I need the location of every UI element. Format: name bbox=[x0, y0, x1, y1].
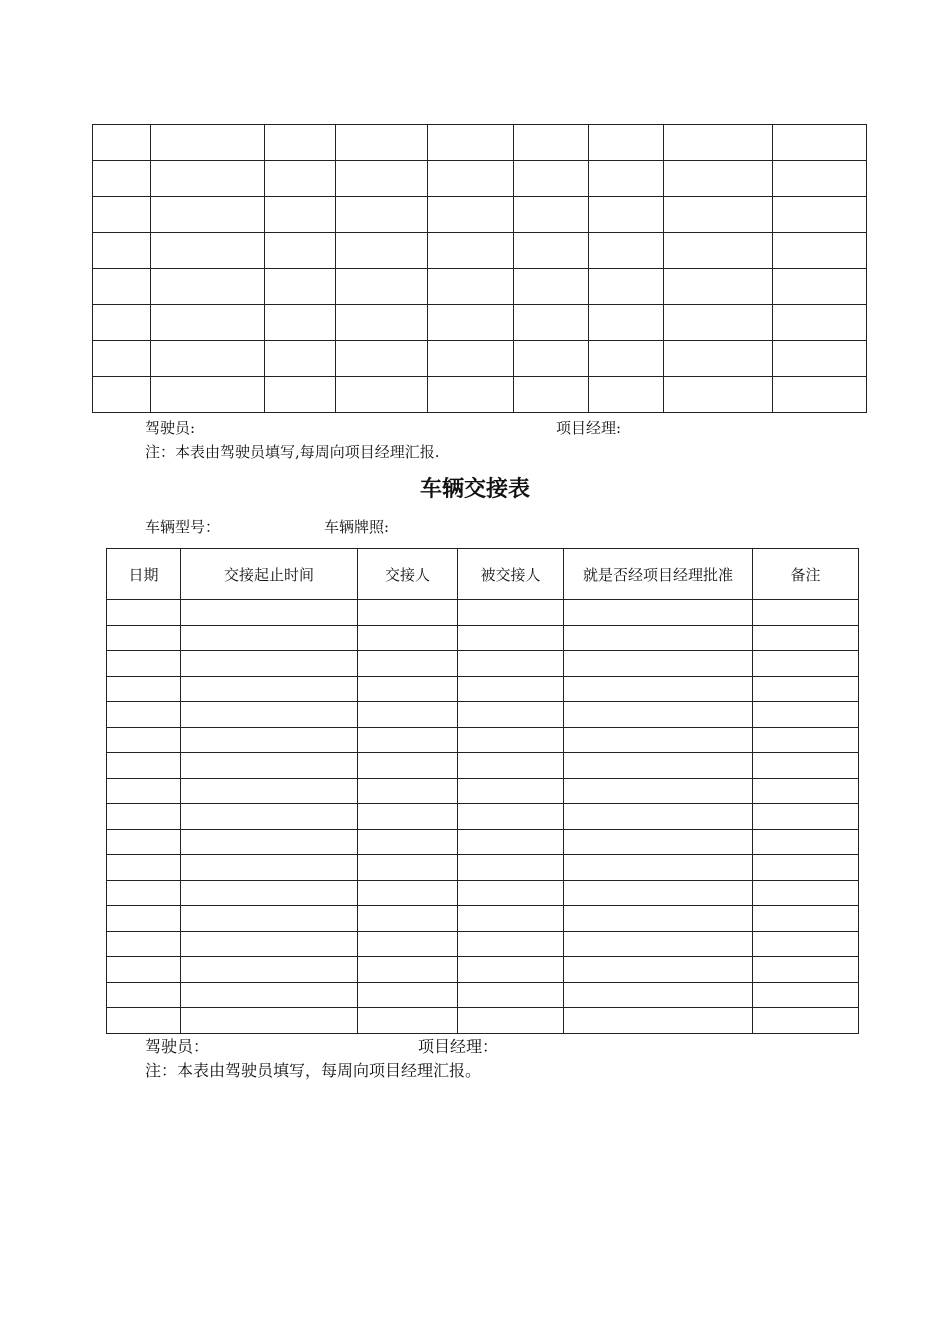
blank-cell bbox=[589, 125, 664, 161]
blank-cell bbox=[458, 600, 564, 626]
blank-cell bbox=[181, 957, 358, 983]
blank-cell bbox=[753, 625, 859, 651]
blank-cell bbox=[458, 702, 564, 728]
blank-cell bbox=[753, 957, 859, 983]
blank-cell bbox=[358, 855, 458, 881]
blank-row bbox=[107, 982, 859, 1008]
blank-cell bbox=[589, 269, 664, 305]
blank-row bbox=[107, 880, 859, 906]
blank-row bbox=[93, 125, 867, 161]
blank-cell bbox=[107, 778, 181, 804]
blank-cell bbox=[93, 161, 151, 197]
blank-row bbox=[107, 804, 859, 830]
blank-cell bbox=[181, 880, 358, 906]
blank-cell bbox=[181, 855, 358, 881]
column-header-manager-approval: 就是否经项目经理批准 bbox=[564, 549, 753, 600]
blank-cell bbox=[107, 829, 181, 855]
blank-cell bbox=[753, 855, 859, 881]
blank-cell bbox=[564, 651, 753, 677]
blank-cell bbox=[181, 651, 358, 677]
blank-cell bbox=[93, 377, 151, 413]
blank-cell bbox=[589, 377, 664, 413]
blank-cell bbox=[358, 600, 458, 626]
blank-cell bbox=[107, 880, 181, 906]
blank-cell bbox=[107, 906, 181, 932]
blank-cell bbox=[336, 197, 428, 233]
blank-cell bbox=[151, 377, 265, 413]
blank-cell bbox=[358, 906, 458, 932]
blank-cell bbox=[181, 906, 358, 932]
blank-cell bbox=[265, 197, 336, 233]
blank-cell bbox=[458, 753, 564, 779]
blank-row bbox=[93, 305, 867, 341]
blank-cell bbox=[773, 269, 867, 305]
blank-cell bbox=[564, 778, 753, 804]
top-driver-label: 驾驶员: bbox=[145, 419, 196, 437]
blank-cell bbox=[773, 161, 867, 197]
blank-cell bbox=[265, 233, 336, 269]
blank-cell bbox=[181, 931, 358, 957]
blank-cell bbox=[181, 676, 358, 702]
blank-row bbox=[93, 233, 867, 269]
blank-cell bbox=[265, 125, 336, 161]
blank-cell bbox=[358, 957, 458, 983]
blank-row bbox=[107, 727, 859, 753]
blank-cell bbox=[107, 676, 181, 702]
blank-cell bbox=[664, 305, 773, 341]
blank-cell bbox=[428, 341, 514, 377]
blank-cell bbox=[358, 651, 458, 677]
blank-cell bbox=[753, 931, 859, 957]
blank-cell bbox=[514, 197, 589, 233]
blank-cell bbox=[664, 233, 773, 269]
top-manager-label: 项目经理: bbox=[556, 419, 622, 437]
blank-cell bbox=[773, 197, 867, 233]
blank-cell bbox=[664, 377, 773, 413]
blank-cell bbox=[589, 161, 664, 197]
blank-cell bbox=[428, 377, 514, 413]
blank-cell bbox=[458, 931, 564, 957]
blank-row bbox=[107, 702, 859, 728]
blank-cell bbox=[753, 651, 859, 677]
blank-cell bbox=[589, 341, 664, 377]
blank-cell bbox=[93, 305, 151, 341]
blank-cell bbox=[564, 931, 753, 957]
blank-cell bbox=[358, 778, 458, 804]
blank-cell bbox=[458, 778, 564, 804]
blank-row bbox=[107, 1008, 859, 1034]
blank-cell bbox=[564, 829, 753, 855]
blank-cell bbox=[773, 125, 867, 161]
blank-cell bbox=[564, 957, 753, 983]
handover-table bbox=[106, 548, 859, 1034]
blank-cell bbox=[93, 269, 151, 305]
blank-cell bbox=[181, 829, 358, 855]
blank-cell bbox=[458, 651, 564, 677]
blank-row bbox=[93, 161, 867, 197]
blank-cell bbox=[664, 125, 773, 161]
blank-row bbox=[107, 778, 859, 804]
blank-cell bbox=[514, 269, 589, 305]
blank-cell bbox=[336, 233, 428, 269]
blank-cell bbox=[358, 625, 458, 651]
blank-cell bbox=[107, 982, 181, 1008]
blank-cell bbox=[514, 377, 589, 413]
top-note: 注：本表由驾驶员填写,每周向项目经理汇报. bbox=[145, 443, 440, 461]
blank-cell bbox=[564, 676, 753, 702]
blank-cell bbox=[265, 305, 336, 341]
blank-cell bbox=[458, 855, 564, 881]
blank-cell bbox=[428, 305, 514, 341]
blank-cell bbox=[181, 804, 358, 830]
blank-cell bbox=[458, 1008, 564, 1034]
blank-cell bbox=[336, 161, 428, 197]
blank-cell bbox=[458, 982, 564, 1008]
blank-cell bbox=[514, 341, 589, 377]
bottom-note: 注：本表由驾驶员填写，每周向项目经理汇报。 bbox=[145, 1061, 482, 1080]
top-blank-table bbox=[92, 124, 867, 413]
blank-row bbox=[93, 341, 867, 377]
blank-cell bbox=[753, 600, 859, 626]
blank-cell bbox=[564, 727, 753, 753]
blank-cell bbox=[181, 702, 358, 728]
blank-cell bbox=[458, 727, 564, 753]
column-header-date: 日期 bbox=[107, 549, 181, 600]
blank-cell bbox=[107, 651, 181, 677]
blank-cell bbox=[93, 125, 151, 161]
blank-cell bbox=[458, 625, 564, 651]
blank-row bbox=[107, 651, 859, 677]
blank-cell bbox=[753, 676, 859, 702]
blank-cell bbox=[753, 880, 859, 906]
blank-cell bbox=[753, 1008, 859, 1034]
blank-cell bbox=[181, 1008, 358, 1034]
blank-cell bbox=[773, 305, 867, 341]
handover-table-header-row bbox=[107, 549, 859, 600]
blank-cell bbox=[564, 600, 753, 626]
blank-cell bbox=[564, 855, 753, 881]
blank-cell bbox=[265, 341, 336, 377]
bottom-manager-label: 项目经理： bbox=[418, 1037, 499, 1056]
blank-cell bbox=[181, 727, 358, 753]
column-header-remarks: 备注 bbox=[753, 549, 859, 600]
blank-cell bbox=[265, 269, 336, 305]
blank-cell bbox=[514, 125, 589, 161]
blank-cell bbox=[773, 233, 867, 269]
blank-cell bbox=[336, 269, 428, 305]
blank-cell bbox=[358, 702, 458, 728]
blank-cell bbox=[753, 804, 859, 830]
blank-row bbox=[107, 855, 859, 881]
blank-cell bbox=[753, 906, 859, 932]
blank-cell bbox=[358, 880, 458, 906]
blank-row bbox=[107, 906, 859, 932]
blank-row bbox=[107, 625, 859, 651]
blank-cell bbox=[93, 341, 151, 377]
blank-cell bbox=[428, 197, 514, 233]
blank-cell bbox=[358, 804, 458, 830]
blank-cell bbox=[458, 880, 564, 906]
blank-cell bbox=[181, 625, 358, 651]
blank-cell bbox=[458, 804, 564, 830]
blank-cell bbox=[753, 778, 859, 804]
blank-cell bbox=[753, 829, 859, 855]
blank-cell bbox=[265, 377, 336, 413]
blank-cell bbox=[181, 982, 358, 1008]
blank-cell bbox=[428, 269, 514, 305]
blank-cell bbox=[753, 982, 859, 1008]
blank-row bbox=[107, 829, 859, 855]
blank-cell bbox=[564, 804, 753, 830]
blank-cell bbox=[107, 1008, 181, 1034]
blank-cell bbox=[564, 702, 753, 728]
blank-cell bbox=[151, 161, 265, 197]
blank-cell bbox=[458, 829, 564, 855]
blank-cell bbox=[358, 1008, 458, 1034]
blank-cell bbox=[181, 778, 358, 804]
blank-cell bbox=[358, 982, 458, 1008]
blank-cell bbox=[107, 625, 181, 651]
blank-cell bbox=[181, 600, 358, 626]
blank-cell bbox=[753, 727, 859, 753]
blank-cell bbox=[107, 753, 181, 779]
blank-cell bbox=[564, 982, 753, 1008]
vehicle-model-label: 车辆型号： bbox=[145, 518, 221, 536]
blank-cell bbox=[514, 161, 589, 197]
blank-cell bbox=[265, 161, 336, 197]
blank-cell bbox=[358, 676, 458, 702]
column-header-receiver: 被交接人 bbox=[458, 549, 564, 600]
blank-row bbox=[107, 600, 859, 626]
blank-cell bbox=[664, 269, 773, 305]
blank-cell bbox=[589, 233, 664, 269]
blank-cell bbox=[358, 829, 458, 855]
blank-cell bbox=[564, 625, 753, 651]
blank-cell bbox=[664, 161, 773, 197]
blank-row bbox=[107, 753, 859, 779]
blank-cell bbox=[589, 305, 664, 341]
blank-cell bbox=[564, 753, 753, 779]
blank-cell bbox=[564, 880, 753, 906]
bottom-driver-label: 驾驶员： bbox=[145, 1037, 210, 1056]
blank-cell bbox=[93, 233, 151, 269]
form-title: 车辆交接表 bbox=[419, 477, 530, 502]
blank-cell bbox=[151, 305, 265, 341]
blank-cell bbox=[358, 931, 458, 957]
vehicle-plate-label: 车辆牌照: bbox=[324, 518, 390, 536]
blank-row bbox=[93, 269, 867, 305]
blank-cell bbox=[773, 341, 867, 377]
blank-cell bbox=[151, 197, 265, 233]
blank-cell bbox=[753, 753, 859, 779]
blank-cell bbox=[151, 233, 265, 269]
column-header-handover-time: 交接起止时间 bbox=[181, 549, 358, 600]
blank-cell bbox=[564, 1008, 753, 1034]
blank-cell bbox=[458, 906, 564, 932]
blank-cell bbox=[107, 702, 181, 728]
blank-cell bbox=[151, 269, 265, 305]
blank-cell bbox=[151, 341, 265, 377]
blank-cell bbox=[93, 197, 151, 233]
blank-row bbox=[107, 931, 859, 957]
column-header-handover-person: 交接人 bbox=[358, 549, 458, 600]
blank-cell bbox=[336, 377, 428, 413]
blank-cell bbox=[458, 957, 564, 983]
blank-cell bbox=[358, 753, 458, 779]
blank-row bbox=[107, 676, 859, 702]
blank-cell bbox=[336, 125, 428, 161]
blank-cell bbox=[773, 377, 867, 413]
blank-cell bbox=[428, 125, 514, 161]
blank-cell bbox=[514, 233, 589, 269]
blank-cell bbox=[107, 931, 181, 957]
blank-cell bbox=[336, 341, 428, 377]
blank-row bbox=[107, 957, 859, 983]
blank-cell bbox=[514, 305, 589, 341]
blank-cell bbox=[664, 197, 773, 233]
blank-row bbox=[93, 197, 867, 233]
blank-cell bbox=[181, 753, 358, 779]
blank-cell bbox=[664, 341, 773, 377]
blank-cell bbox=[358, 727, 458, 753]
blank-cell bbox=[107, 600, 181, 626]
blank-cell bbox=[428, 233, 514, 269]
blank-cell bbox=[107, 957, 181, 983]
blank-cell bbox=[589, 197, 664, 233]
blank-cell bbox=[107, 855, 181, 881]
blank-cell bbox=[753, 702, 859, 728]
blank-cell bbox=[151, 125, 265, 161]
blank-cell bbox=[564, 906, 753, 932]
blank-cell bbox=[107, 804, 181, 830]
blank-cell bbox=[428, 161, 514, 197]
blank-cell bbox=[458, 676, 564, 702]
blank-cell bbox=[107, 727, 181, 753]
blank-row bbox=[93, 377, 867, 413]
blank-cell bbox=[336, 305, 428, 341]
